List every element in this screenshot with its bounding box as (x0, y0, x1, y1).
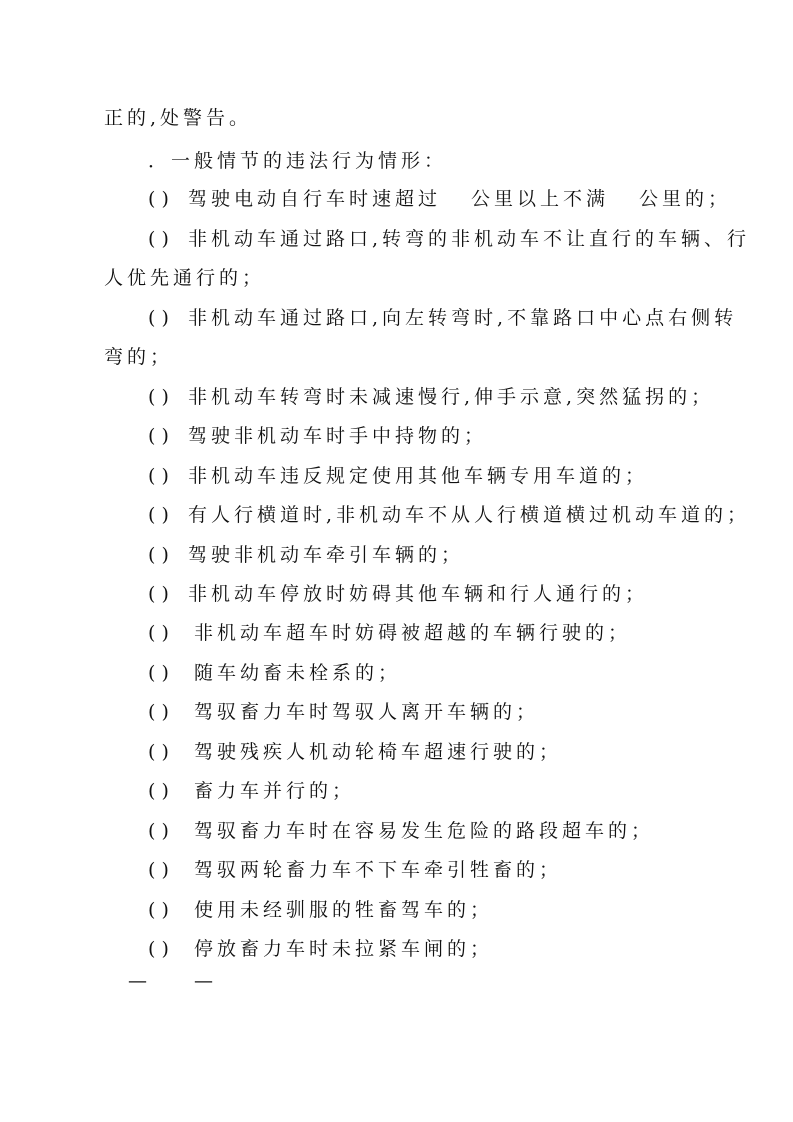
item-paren: ( ) (148, 662, 169, 684)
item-text: 驾驶非机动车牵引车辆的； (188, 544, 465, 566)
item-text: 有人行横道时,非机动车不从人行横道横过机动车道的； (188, 504, 751, 526)
list-item (148, 779, 355, 803)
list-item (148, 306, 737, 330)
item-paren: ( ) (148, 820, 169, 842)
item-paren: ( ) (148, 622, 169, 644)
item-continuation: 弯的； (104, 346, 174, 368)
item-text: 驾驭畜力车时在容易发生危险的路段超车的； (194, 820, 655, 842)
item-text: 驾驶非机动车时手中持物的； (188, 425, 488, 447)
item-paren: ( ) (148, 465, 169, 487)
item-text: 驾驶残疾人机动轮椅车超速行驶的； (194, 741, 563, 763)
list-item (148, 937, 493, 961)
list-item (148, 819, 654, 843)
item-text: 驾驭畜力车时驾驭人离开车辆的； (194, 701, 540, 723)
item-paren: ( ) (148, 188, 169, 210)
section-heading: ．一般情节的违法行为情形： (148, 150, 448, 172)
continuation-line: 正的,处警告。 (104, 107, 253, 129)
item-text: 畜力车并行的； (194, 780, 356, 802)
item-text: 非机动车通过路口,转弯的非机动车不让直行的车辆、行 (188, 228, 751, 250)
item-text: 非机动车违反规定使用其他车辆专用车道的； (188, 465, 649, 487)
list-item (148, 661, 401, 685)
item-paren: ( ) (148, 859, 169, 881)
list-item (148, 543, 464, 567)
item-paren: ( ) (148, 938, 169, 960)
list-item (148, 503, 750, 527)
list-item (148, 385, 714, 409)
item-text: 非机动车通过路口,向左转弯时,不靠路口中心点右侧转 (188, 307, 738, 329)
item-paren: ( ) (148, 741, 169, 763)
item-text-part: 公里以上不满 (471, 188, 610, 210)
item-text: 非机动车超车时妨碍被超越的车辆行驶的； (194, 622, 632, 644)
item-text: 随车幼畜未栓系的； (194, 662, 402, 684)
item-text: 非机动车停放时妨碍其他车辆和行人通行的； (188, 583, 649, 605)
list-item (148, 227, 750, 251)
item-text-part: 公里的； (639, 188, 732, 210)
item-paren: ( ) (148, 425, 169, 447)
list-item (148, 582, 648, 606)
item-paren: ( ) (148, 386, 169, 408)
list-item (148, 621, 631, 645)
item-text: 使用未经驯服的牲畜驾车的； (194, 899, 494, 921)
item-paren: ( ) (148, 544, 169, 566)
list-item (148, 700, 539, 724)
item-text: 驾驭两轮畜力车不下车牵引牲畜的； (194, 859, 563, 881)
list-item (148, 187, 731, 211)
list-item (148, 740, 562, 764)
item-paren: ( ) (148, 307, 169, 329)
item-paren: ( ) (148, 583, 169, 605)
list-item (148, 464, 648, 488)
item-continuation: 人优先通行的； (104, 267, 266, 289)
item-paren: ( ) (148, 504, 169, 526)
item-paren: ( ) (148, 780, 169, 802)
item-text: 停放畜力车时未拉紧车闸的； (194, 938, 494, 960)
page-number-right-dash: — (194, 970, 213, 992)
item-text: 非机动车转弯时未减速慢行,伸手示意,突然猛拐的； (188, 386, 715, 408)
item-paren: ( ) (148, 899, 169, 921)
item-text-part: 驾驶电动自行车时速超过 (188, 188, 442, 210)
item-paren: ( ) (148, 228, 169, 250)
list-item (148, 858, 562, 882)
list-item (148, 898, 493, 922)
list-item (148, 424, 487, 448)
page-number-left-dash: — (128, 970, 147, 992)
item-paren: ( ) (148, 701, 169, 723)
